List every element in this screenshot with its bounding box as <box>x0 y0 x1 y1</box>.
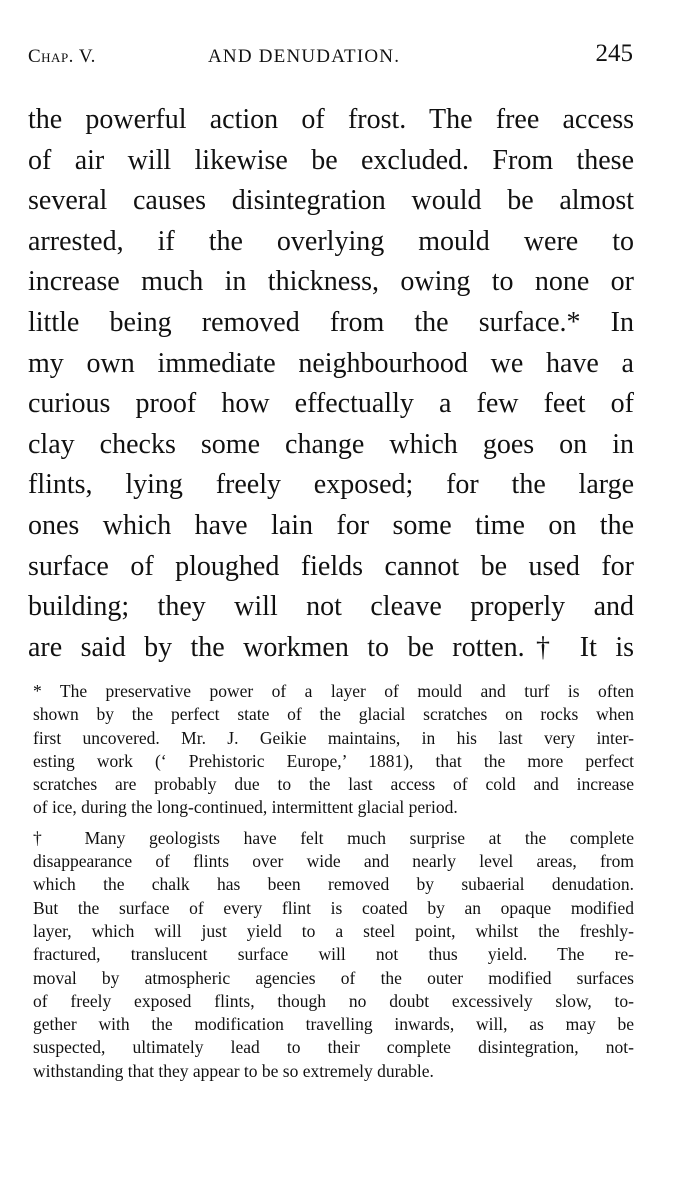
footnote-line: layer, which will just yield to a steel point, whilst the freshly- <box>33 920 634 941</box>
body-line: ones which have lain for some time on the <box>28 509 634 541</box>
body-line: clay checks some change which goes on in <box>28 428 634 460</box>
footnote-line: withstanding that they appear to be so extremely durable. <box>33 1060 434 1081</box>
footnote-line: disappearance of flints over wide and nearly level areas, from <box>33 851 634 872</box>
footnote-2 <box>33 827 634 1083</box>
body-line: several causes disintegration would be almost <box>28 185 634 217</box>
footnote-spacer <box>33 820 634 827</box>
footnote-line: shown by the perfect state of the glacial scratches on rocks when <box>33 704 634 725</box>
footnote-line: first uncovered. Mr. J. Geikie maintains, in his last very inter- <box>33 727 634 748</box>
footnote-line: gether with the modification travelling inwards, will, as may be <box>33 1014 634 1035</box>
footnote-line: † Many geologists have felt much surprise at the complete <box>33 827 634 848</box>
body-text <box>28 100 634 668</box>
body-line: increase much in thickness, owing to none or <box>28 266 634 298</box>
body-line: the powerful action of frost. The free access <box>28 104 634 135</box>
body-line: building; they will not cleave properly and <box>28 591 634 623</box>
body-line: curious proof how effectually a few feet of <box>28 388 634 420</box>
footnote-line: fractured, translucent surface will not thus yield. The re- <box>33 944 634 965</box>
running-head <box>28 40 633 70</box>
body-line: my own immediate neighbourhood we have a <box>28 347 634 379</box>
body-line: of air will likewise be excluded. From these <box>28 144 634 176</box>
body-line: arrested, if the overlying mould were to <box>28 225 634 257</box>
footnote-1 <box>33 680 634 820</box>
page-number: 245 <box>595 40 633 67</box>
footnote-line: esting work (‘ Prehistoric Europe,’ 1881), that the more perfect <box>33 750 634 771</box>
footnote-line: But the surface of every flint is coated by an opaque modified <box>33 897 634 918</box>
running-title: AND DENUDATION. <box>208 46 401 67</box>
body-line: are said by the workmen to be rotten.† It is <box>28 631 634 663</box>
body-line: surface of ploughed fields cannot be used for <box>28 550 634 582</box>
footnotes <box>33 680 634 1083</box>
footnote-line: moval by atmospheric agencies of the outer modified surfaces <box>33 967 634 988</box>
footnote-line: scratches are probably due to the last access of cold and increase <box>33 774 634 795</box>
chapter-label: Chap. V. <box>28 46 96 67</box>
body-line: little being removed from the surface.* In <box>28 306 634 338</box>
footnote-line: * The preservative power of a layer of mould and turf is often <box>33 681 634 701</box>
body-line: flints, lying freely exposed; for the large <box>28 469 634 501</box>
footnote-line: of ice, during the long-continued, intermittent glacial period. <box>33 797 458 818</box>
footnote-line: of freely exposed flints, though no doubt excessively slow, to- <box>33 990 634 1011</box>
footnote-line: which the chalk has been removed by subaerial denudation. <box>33 874 634 895</box>
footnote-line: suspected, ultimately lead to their complete disintegration, not- <box>33 1037 634 1058</box>
